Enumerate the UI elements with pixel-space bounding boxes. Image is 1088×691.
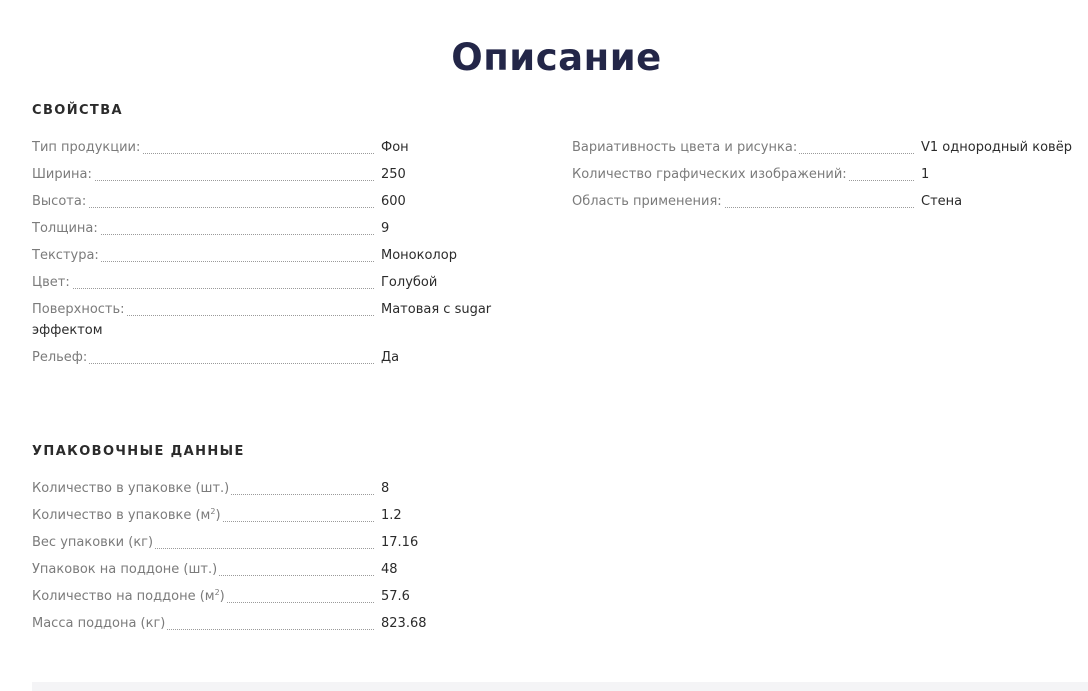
- property-label: Ширина:: [32, 167, 92, 182]
- property-label: Вариативность цвета и рисунка:: [572, 140, 798, 155]
- packaging-value: 17.16: [381, 535, 419, 550]
- properties-heading: СВОЙСТВА: [32, 103, 123, 118]
- packaging-label: Упаковок на поддоне (шт.): [32, 562, 218, 577]
- property-value: V1 однородный ковёр: [921, 140, 1072, 155]
- packaging-heading: УПАКОВОЧНЫЕ ДАННЫЕ: [32, 444, 245, 459]
- property-label: Высота:: [32, 194, 87, 209]
- property-value: Да: [381, 350, 400, 365]
- property-value: 250: [381, 167, 406, 182]
- property-value: 9: [381, 221, 390, 236]
- next-section-edge: [32, 682, 1088, 691]
- property-value: 600: [381, 194, 406, 209]
- property-value: Моноколор: [381, 248, 457, 263]
- packaging-value: 8: [381, 481, 390, 496]
- packaging-value: 48: [381, 562, 398, 577]
- packaging-value: 57.6: [381, 589, 410, 604]
- property-value-continuation: эффектом: [32, 323, 103, 338]
- property-label: Текстура:: [32, 248, 99, 263]
- property-value: Голубой: [381, 275, 438, 290]
- property-label: Рельеф:: [32, 350, 88, 365]
- property-label: Толщина:: [32, 221, 98, 236]
- property-label: Количество графических изображений:: [572, 167, 847, 182]
- dot-leader: [32, 287, 374, 289]
- property-label: Тип продукции:: [32, 140, 141, 155]
- packaging-label: Вес упаковки (кг): [32, 535, 154, 550]
- property-label: Область применения:: [572, 194, 722, 209]
- packaging-label: Количество в упаковке (шт.): [32, 481, 230, 496]
- packaging-label: Масса поддона (кг): [32, 616, 166, 631]
- packaging-label: Количество на поддоне $(м^2)$: [32, 588, 225, 604]
- packaging-value: 823.68: [381, 616, 427, 631]
- property-label: Поверхность:: [32, 302, 125, 317]
- property-value: Стена: [921, 194, 963, 209]
- property-label: Цвет:: [32, 275, 70, 290]
- property-value: Фон: [381, 140, 409, 155]
- packaging-label: Количество в упаковке $(м^2)$: [32, 507, 221, 523]
- page-title: Описание: [451, 36, 662, 79]
- property-value: 1: [921, 167, 930, 182]
- packaging-value: 1.2: [381, 508, 402, 523]
- property-value: Матовая с sugar: [381, 302, 492, 317]
